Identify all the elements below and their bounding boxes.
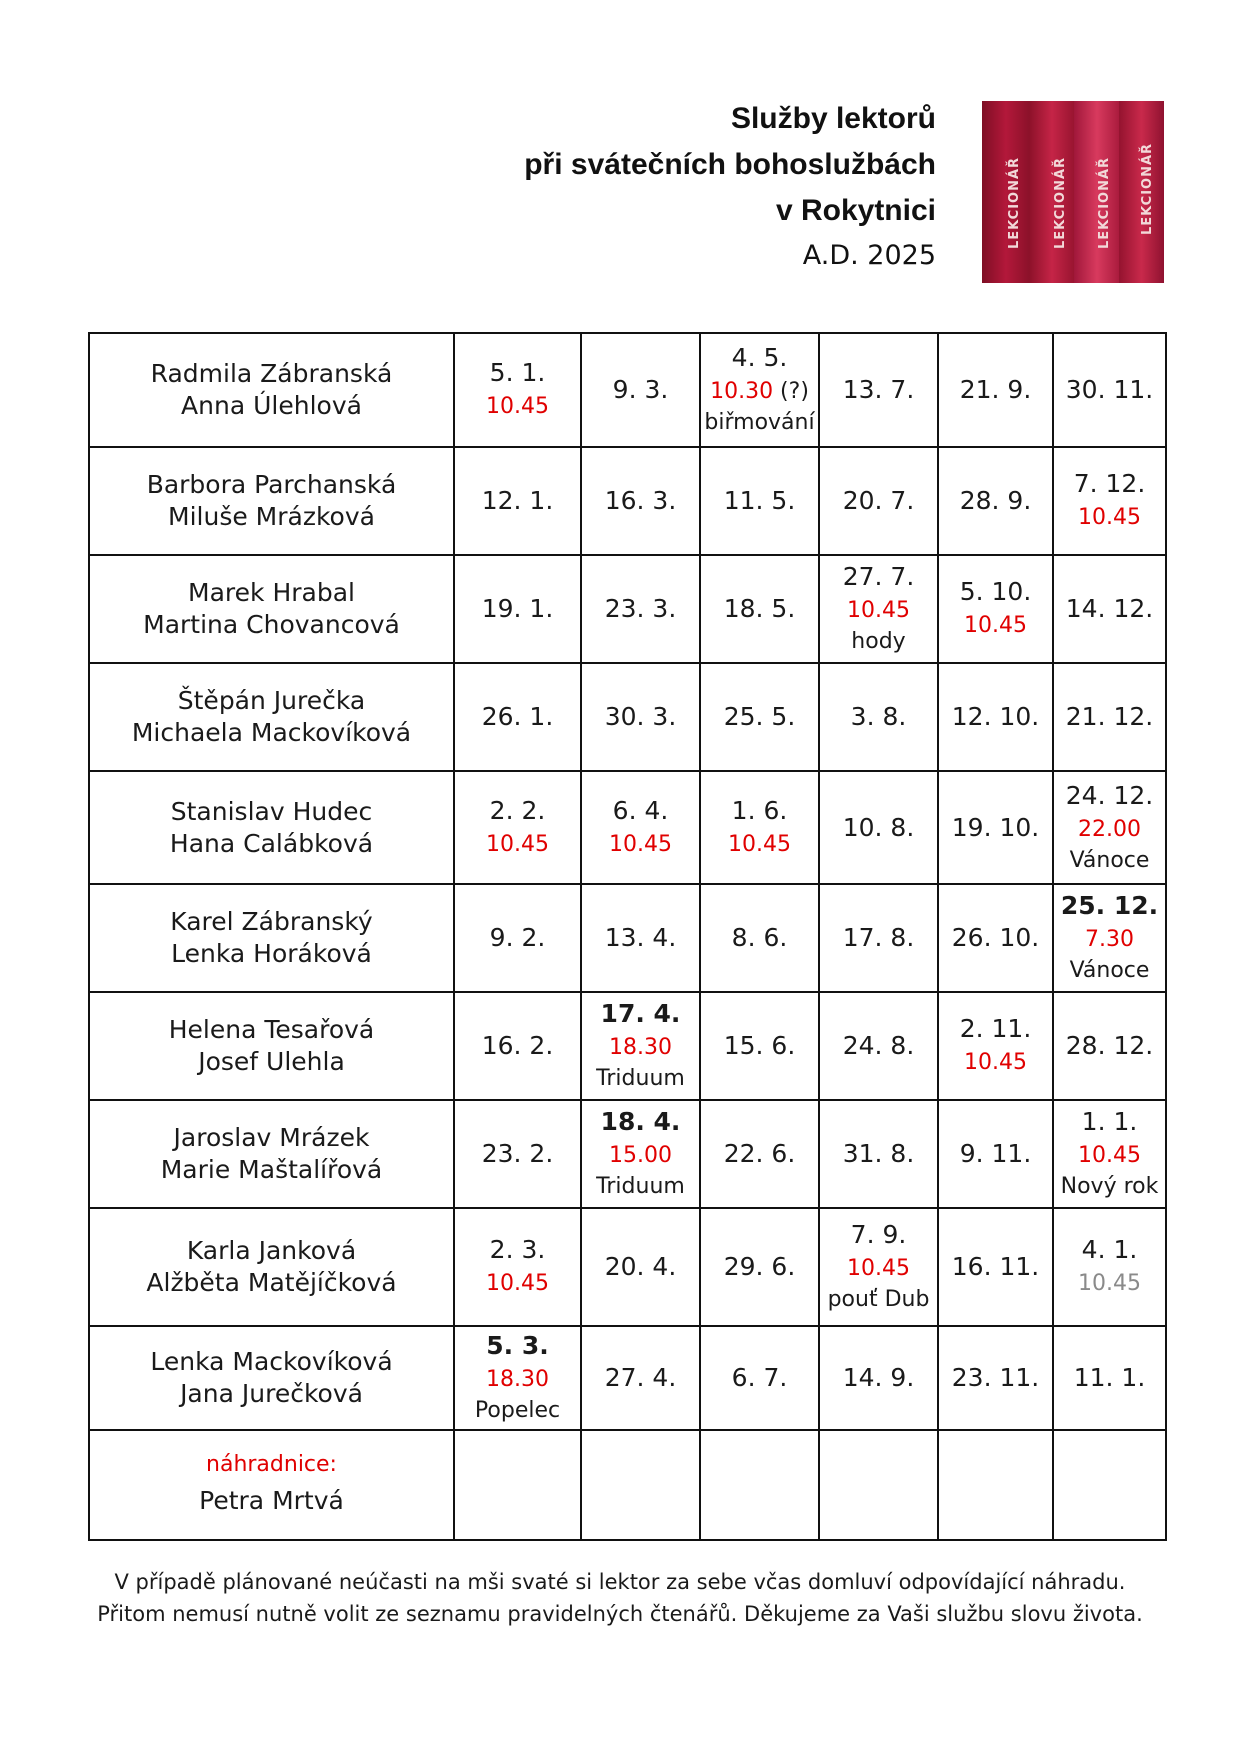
time-line <box>455 389 580 423</box>
schedule-row <box>89 1100 1166 1208</box>
service-time: 10.45 <box>1078 1271 1141 1296</box>
service-date: 16. 3. <box>604 486 677 515</box>
service-date-cell <box>938 771 1053 884</box>
footer-line-2: Přitom nemusí nutně volit ze seznamu pravidelných čtenářů. Děkujeme za Vaši službu slovu života. <box>97 1602 1143 1626</box>
service-date: 1. 1. <box>1081 1107 1138 1136</box>
service-date: 23. 2. <box>481 1139 554 1168</box>
service-date: 17. 8. <box>842 923 915 952</box>
service-date: 10. 8. <box>842 812 915 842</box>
service-date: 16. 2. <box>481 1031 554 1060</box>
service-date: 1. 6. <box>731 795 788 825</box>
time-line <box>582 1138 699 1172</box>
lector-name: Hana Calábková <box>169 828 374 858</box>
service-date: 21. 9. <box>959 375 1032 404</box>
lector-name: Barbora Parchanská <box>146 470 397 499</box>
service-date-cell <box>700 771 819 884</box>
service-time: 10.45 <box>486 831 549 857</box>
service-date-cell <box>581 1100 700 1208</box>
service-date: 27. 7. <box>842 562 915 591</box>
lector-names-cell <box>89 663 454 771</box>
service-date: 5. 3. <box>486 1331 549 1360</box>
service-date-cell <box>819 447 938 555</box>
service-note: Popelec <box>474 1398 561 1423</box>
service-date-cell <box>454 1326 581 1430</box>
service-date-cell <box>938 555 1053 663</box>
substitute-row <box>89 1430 1166 1540</box>
service-date-cell <box>819 1100 938 1208</box>
service-date: 17. 4. <box>600 999 681 1028</box>
empty-cell <box>1053 1430 1166 1540</box>
service-date-cell <box>581 447 700 555</box>
empty-cell <box>581 1430 700 1540</box>
service-date-cell <box>700 992 819 1100</box>
service-date-cell <box>1053 992 1166 1100</box>
service-note: pouť Dub <box>827 1287 930 1312</box>
service-date-cell <box>819 992 938 1100</box>
schedule-row <box>89 447 1166 555</box>
substitute-label: náhradnice: <box>206 1452 337 1477</box>
service-date-cell <box>454 1208 581 1326</box>
time-line <box>939 608 1052 642</box>
service-date-cell <box>454 555 581 663</box>
lector-names-cell <box>89 447 454 555</box>
service-date-cell <box>581 771 700 884</box>
service-date: 28. 9. <box>959 486 1032 515</box>
service-date-cell <box>454 333 581 447</box>
lector-names-cell <box>89 992 454 1100</box>
service-date-cell <box>1053 771 1166 884</box>
service-date: 29. 6. <box>723 1252 796 1281</box>
lector-names-cell <box>89 884 454 992</box>
service-time: 22.00 <box>1078 816 1141 842</box>
lector-name: Marie Maštalířová <box>160 1155 383 1184</box>
time-line <box>939 1045 1052 1079</box>
service-date-cell <box>454 771 581 884</box>
service-date: 2. 3. <box>489 1235 546 1264</box>
service-date: 26. 1. <box>481 702 554 731</box>
page-header <box>0 96 936 276</box>
service-date: 4. 5. <box>731 343 788 372</box>
substitute-cell <box>89 1430 454 1540</box>
service-date-cell <box>581 333 700 447</box>
service-date-cell <box>454 1100 581 1208</box>
lector-name: Karla Janková <box>186 1236 357 1265</box>
lector-name: Jana Jurečková <box>180 1379 363 1408</box>
service-time: 10.45 <box>847 598 910 623</box>
footer-note <box>0 1566 1240 1630</box>
time-uncertain-mark: (?) <box>773 379 809 404</box>
service-date-cell <box>819 771 938 884</box>
lector-name: Josef Ulehla <box>198 1047 345 1076</box>
lector-names-cell <box>89 1326 454 1430</box>
service-date: 9. 2. <box>489 923 546 952</box>
lector-names-cell <box>89 1208 454 1326</box>
spine-text-3: LEKCIONÁŘ <box>1097 156 1112 249</box>
lector-name: Michaela Mackovíková <box>131 718 412 747</box>
service-date: 23. 3. <box>604 594 677 623</box>
schedule-row <box>89 1208 1166 1326</box>
service-date-cell <box>581 1326 700 1430</box>
time-line <box>455 1362 580 1396</box>
lector-name: Alžběta Matějíčková <box>146 1268 397 1297</box>
service-date: 20. 4. <box>604 1252 677 1281</box>
schedule-row <box>89 555 1166 663</box>
service-date-cell <box>938 1100 1053 1208</box>
service-date: 25. 5. <box>723 702 796 731</box>
service-date: 12. 1. <box>481 486 554 515</box>
service-time: 10.45 <box>728 831 791 857</box>
service-date-cell <box>819 884 938 992</box>
service-date: 20. 7. <box>842 486 915 515</box>
service-time: 10.45 <box>1078 505 1141 530</box>
empty-cell <box>700 1430 819 1540</box>
time-line <box>1054 500 1165 534</box>
service-date: 3. 8. <box>850 702 907 731</box>
service-date-cell <box>700 1326 819 1430</box>
service-date: 13. 4. <box>604 923 677 952</box>
lector-name: Lenka Horáková <box>171 939 372 968</box>
service-date-cell <box>581 663 700 771</box>
service-date: 30. 11. <box>1065 375 1154 404</box>
service-date: 11. 5. <box>723 486 796 515</box>
schedule-row <box>89 771 1166 884</box>
service-date: 21. 12. <box>1065 702 1154 731</box>
service-date-cell <box>819 1208 938 1326</box>
lector-name: Lenka Mackovíková <box>150 1347 393 1376</box>
service-date: 24. 12. <box>1065 780 1154 810</box>
service-date-cell <box>938 663 1053 771</box>
schedule-row <box>89 992 1166 1100</box>
service-date-cell <box>454 663 581 771</box>
lector-name: Stanislav Hudec <box>170 796 373 826</box>
service-date-cell <box>938 884 1053 992</box>
lector-name: Radmila Zábranská <box>150 359 393 388</box>
service-date-cell <box>1053 1100 1166 1208</box>
service-date: 14. 9. <box>842 1363 915 1392</box>
service-date-cell <box>1053 1326 1166 1430</box>
lector-name: Martina Chovancová <box>143 610 400 639</box>
service-time: 18.30 <box>486 1367 549 1392</box>
service-note: Vánoce <box>1069 847 1150 873</box>
service-date: 12. 10. <box>951 702 1040 731</box>
time-line <box>455 1266 580 1300</box>
service-date: 19. 1. <box>481 594 554 623</box>
service-date-cell <box>819 663 938 771</box>
service-note: biřmování <box>704 410 815 435</box>
service-date-cell <box>581 884 700 992</box>
time-line <box>701 827 818 861</box>
time-line <box>820 1251 937 1285</box>
lector-name: Helena Tesařová <box>168 1015 375 1044</box>
service-date: 22. 6. <box>723 1139 796 1168</box>
time-line <box>582 1030 699 1064</box>
service-date: 7. 12. <box>1073 469 1146 498</box>
service-note: Vánoce <box>1069 958 1150 983</box>
service-date-cell <box>700 447 819 555</box>
service-date: 31. 8. <box>842 1139 915 1168</box>
service-date: 5. 10. <box>959 577 1032 606</box>
service-time: 7.30 <box>1085 927 1134 952</box>
service-date-cell <box>581 1208 700 1326</box>
lector-names-cell <box>89 771 454 884</box>
service-time: 15.00 <box>609 1143 672 1168</box>
lector-name: Marek Hrabal <box>188 578 355 607</box>
service-time: 10.45 <box>609 831 672 857</box>
time-line <box>820 593 937 627</box>
service-date-cell <box>938 1208 1053 1326</box>
service-date: 9. 11. <box>959 1139 1032 1168</box>
lector-name: Štěpán Jurečka <box>177 686 366 715</box>
service-note: hody <box>851 629 906 654</box>
service-date: 19. 10. <box>951 812 1040 842</box>
service-date-cell <box>1053 447 1166 555</box>
service-date-cell <box>938 992 1053 1100</box>
lector-name: Miluše Mrázková <box>168 502 375 531</box>
service-date: 4. 1. <box>1081 1235 1138 1264</box>
service-date-cell <box>700 663 819 771</box>
service-date: 18. 5. <box>723 594 796 623</box>
service-date: 27. 4. <box>604 1363 677 1392</box>
service-date-cell <box>819 555 938 663</box>
title-line-1: Služby lektorů <box>730 102 936 135</box>
service-date: 30. 3. <box>604 702 677 731</box>
service-time: 10.45 <box>1078 1143 1141 1168</box>
service-date: 7. 9. <box>850 1220 907 1249</box>
service-date: 26. 10. <box>951 923 1040 952</box>
service-note: Nový rok <box>1060 1174 1159 1199</box>
service-note: Triduum <box>596 1066 685 1091</box>
lectionary-books-image <box>982 101 1164 283</box>
service-date-cell <box>700 333 819 447</box>
time-line <box>1054 812 1165 846</box>
service-date-cell <box>454 884 581 992</box>
time-line <box>1054 922 1165 956</box>
service-time: 10.45 <box>847 1256 910 1281</box>
time-line <box>582 827 699 861</box>
spine-text-2: LEKCIONÁŘ <box>1053 156 1068 249</box>
service-date-cell <box>938 447 1053 555</box>
lector-name: Karel Zábranský <box>170 907 373 936</box>
service-note: Triduum <box>596 1174 685 1199</box>
service-date: 15. 6. <box>723 1031 796 1060</box>
spine-text-4: LEKCIONÁŘ <box>1140 142 1155 235</box>
time-line <box>1054 1138 1165 1172</box>
lector-schedule-table <box>88 332 1167 1541</box>
lector-names-cell <box>89 1100 454 1208</box>
service-date-cell <box>1053 663 1166 771</box>
service-date: 16. 11. <box>951 1252 1040 1281</box>
schedule-row <box>89 663 1166 771</box>
service-date-cell <box>819 333 938 447</box>
service-time: 18.30 <box>609 1035 672 1060</box>
service-date-cell <box>700 884 819 992</box>
service-date-cell <box>1053 884 1166 992</box>
service-date: 13. 7. <box>842 375 915 404</box>
service-date-cell <box>700 555 819 663</box>
service-date-cell <box>700 1208 819 1326</box>
service-time: 10.30 <box>710 379 774 404</box>
service-date-cell <box>581 555 700 663</box>
service-date: 5. 1. <box>489 358 546 387</box>
service-date: 8. 6. <box>731 923 788 952</box>
lector-name: Anna Úlehlová <box>181 391 362 420</box>
service-date: 28. 12. <box>1065 1031 1154 1060</box>
service-date-cell <box>454 992 581 1100</box>
service-date-cell <box>1053 555 1166 663</box>
empty-cell <box>819 1430 938 1540</box>
service-time: 10.45 <box>964 613 1027 638</box>
lector-names-cell <box>89 555 454 663</box>
time-line <box>1054 1266 1165 1300</box>
service-date-cell <box>700 1100 819 1208</box>
service-date: 2. 11. <box>959 1014 1032 1043</box>
service-date: 14. 12. <box>1065 594 1154 623</box>
lector-name: Jaroslav Mrázek <box>173 1123 370 1152</box>
service-time: 10.45 <box>964 1050 1027 1075</box>
service-date: 24. 8. <box>842 1031 915 1060</box>
schedule-row <box>89 884 1166 992</box>
spine-text-1: LEKCIONÁŘ <box>1007 156 1022 249</box>
footer-line-1: V případě plánované neúčasti na mši svaté si lektor za sebe včas domluví odpovídající náhradu. <box>114 1570 1126 1594</box>
service-date: 6. 7. <box>731 1363 788 1392</box>
service-date-cell <box>1053 333 1166 447</box>
service-date: 25. 12. <box>1060 891 1159 920</box>
schedule-row <box>89 1326 1166 1430</box>
schedule-row <box>89 333 1166 447</box>
service-date: 11. 1. <box>1073 1363 1146 1392</box>
time-line <box>701 374 818 408</box>
service-date: 18. 4. <box>600 1107 681 1136</box>
service-date-cell <box>581 992 700 1100</box>
service-date-cell <box>938 333 1053 447</box>
service-time: 10.45 <box>486 394 549 419</box>
schedule-body <box>89 333 1166 1540</box>
lector-names-cell <box>89 333 454 447</box>
service-time: 10.45 <box>486 1271 549 1296</box>
service-date: 23. 11. <box>951 1363 1040 1392</box>
service-date-cell <box>819 1326 938 1430</box>
service-date: 2. 2. <box>489 795 546 825</box>
empty-cell <box>938 1430 1053 1540</box>
service-date: 6. 4. <box>612 795 669 825</box>
substitute-name: Petra Mrtvá <box>199 1486 344 1515</box>
empty-cell <box>454 1430 581 1540</box>
service-date-cell <box>1053 1208 1166 1326</box>
time-line <box>455 827 580 861</box>
service-date-cell <box>454 447 581 555</box>
year-label: A.D. 2025 <box>802 240 936 271</box>
service-date: 9. 3. <box>612 375 669 404</box>
title-line-3: v Rokytnici <box>775 194 936 227</box>
title-line-2: při svátečních bohoslužbách <box>524 148 936 181</box>
service-date-cell <box>938 1326 1053 1430</box>
